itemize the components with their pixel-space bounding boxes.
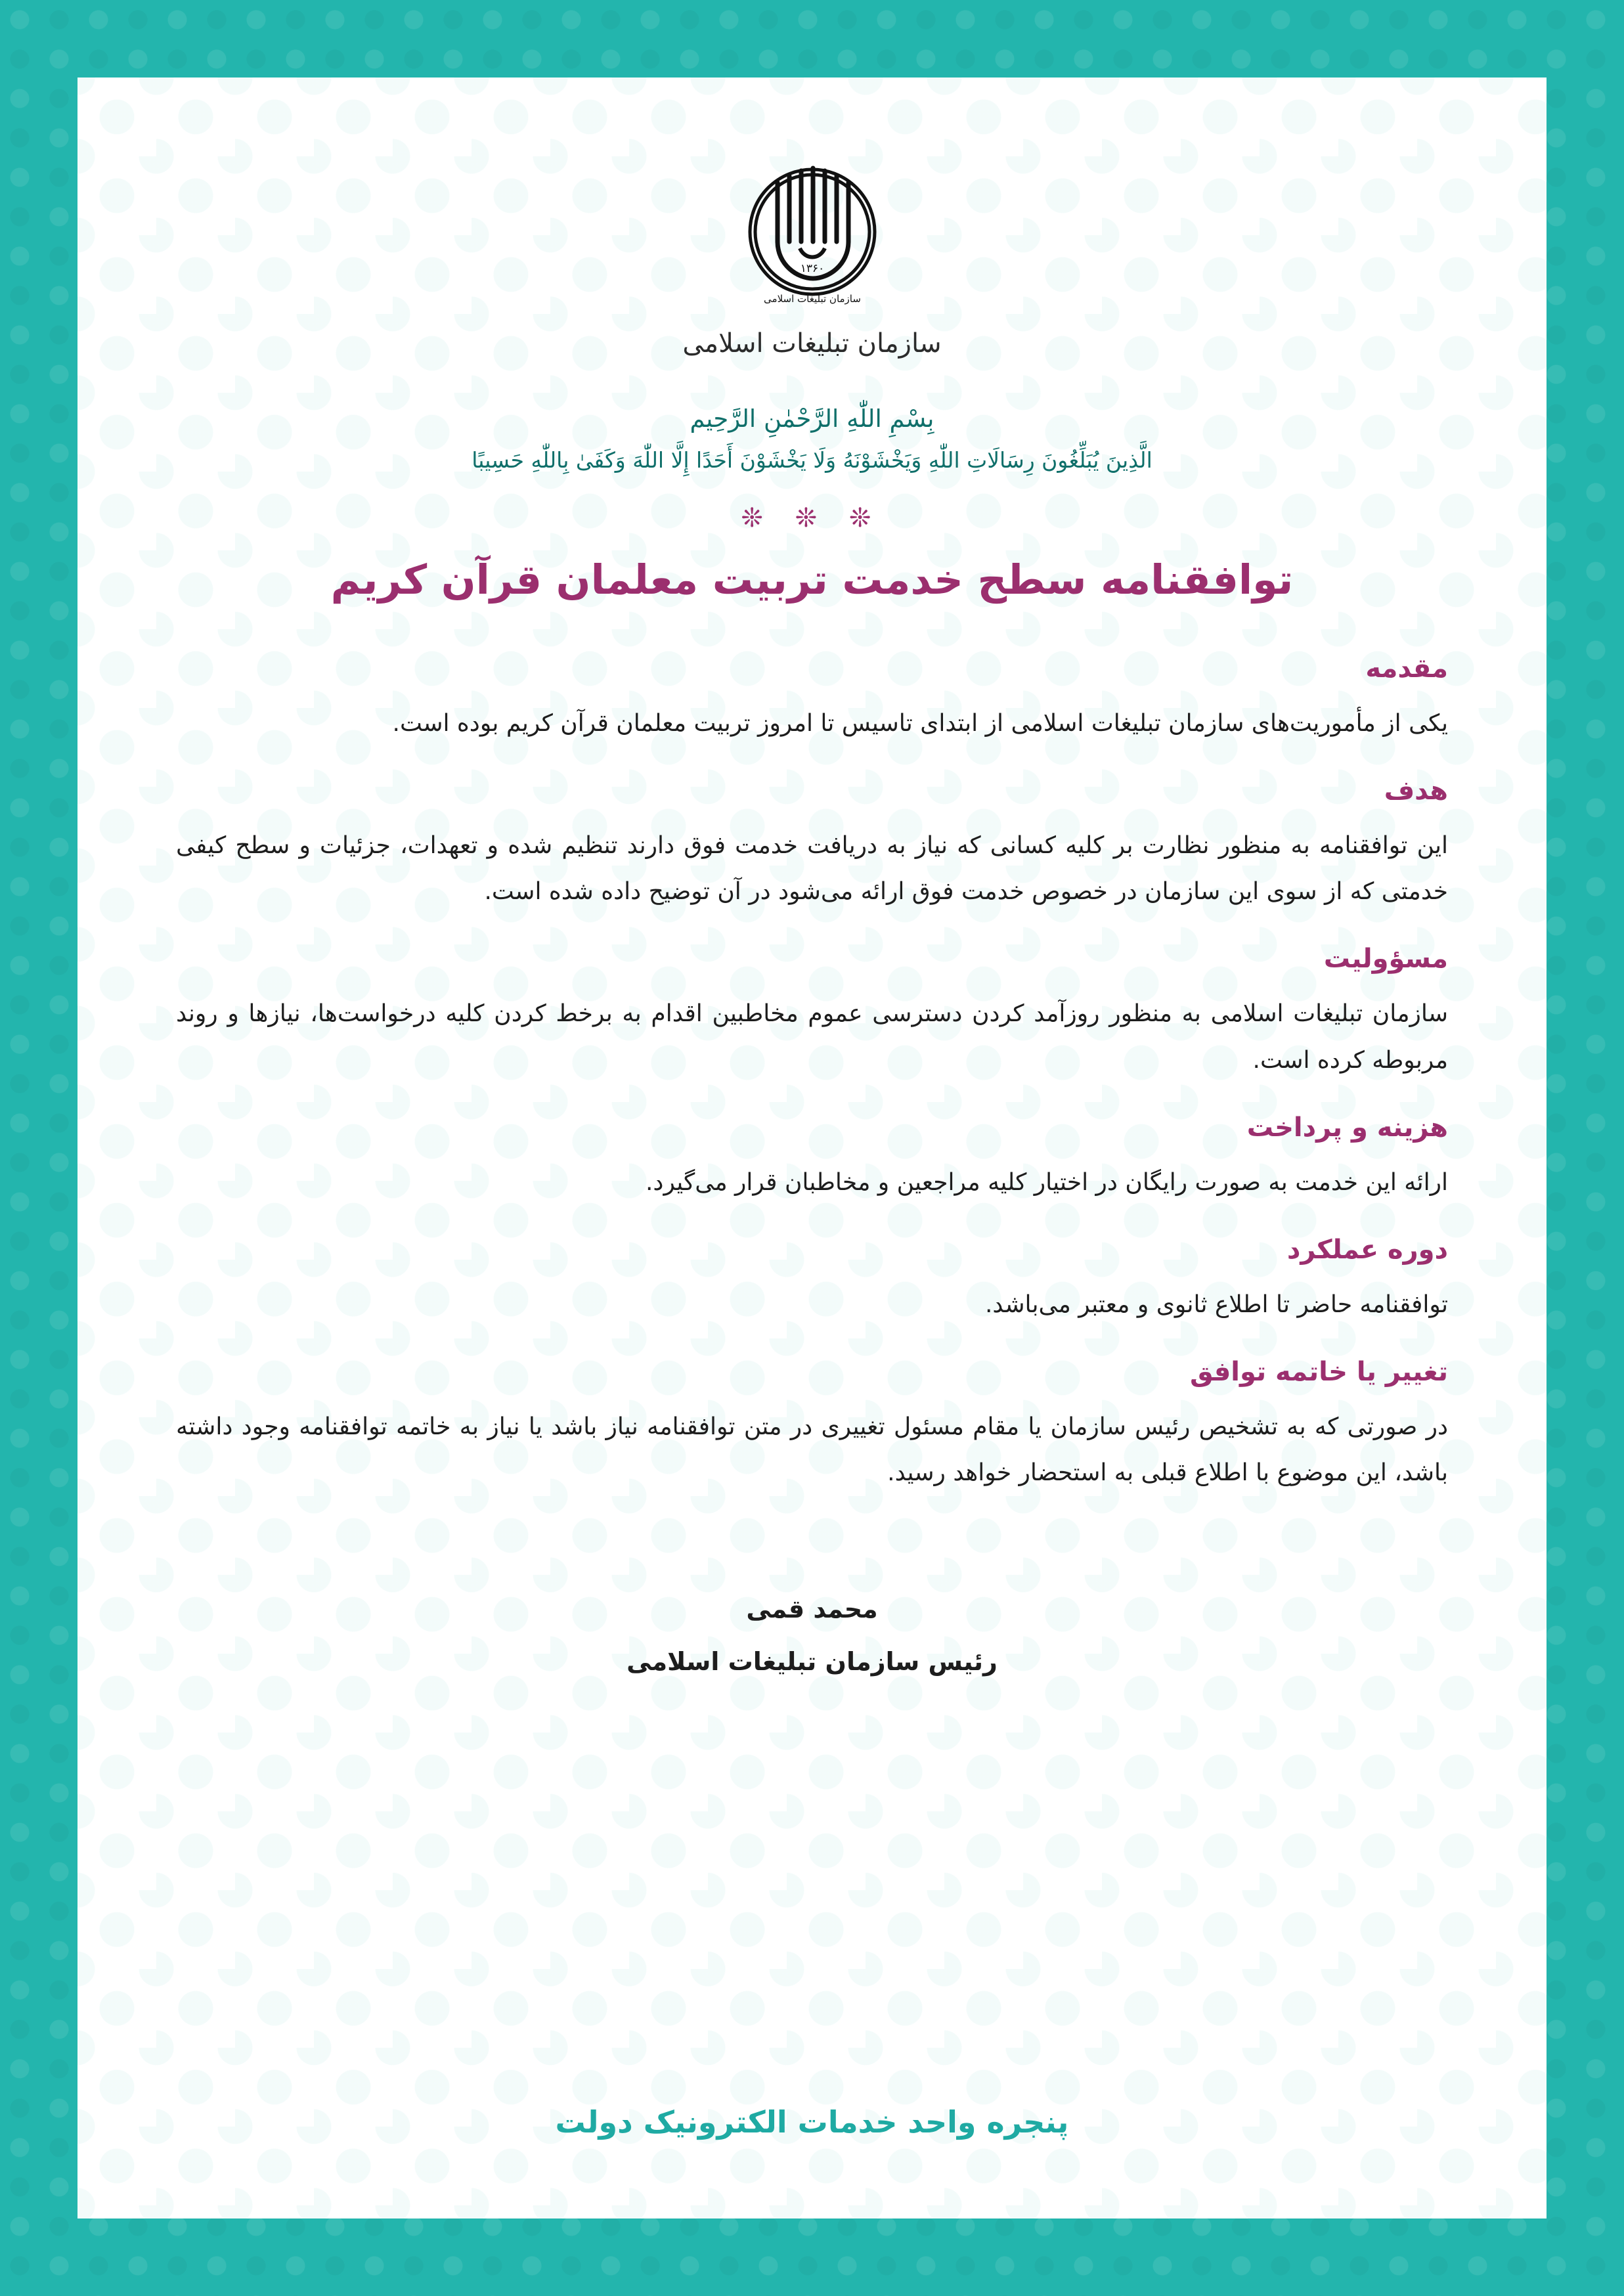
signature-block — [176, 1595, 1448, 1676]
section-heading: مسؤولیت — [1323, 944, 1448, 975]
section-body: توافقنامه حاضر تا اطلاع ثانوی و معتبر می‌باشد. — [984, 1291, 1448, 1318]
footer-text: پنجره واحد خدمات الکترونیک دولت — [555, 2104, 1069, 2140]
section-hadaf — [176, 776, 1448, 915]
section-taghir-ya-khateme — [176, 1357, 1448, 1496]
section-body: ارائه این خدمت به صورت رایگان در اختیار کلیه مراجعین و مخاطبان قرار می‌گیرد. — [645, 1168, 1448, 1196]
document-sections — [176, 653, 1448, 1497]
document-page — [77, 77, 1547, 2219]
basmala — [176, 405, 1448, 478]
section-heading: مقدمه — [1365, 653, 1448, 684]
section-body: یکی از مأموریت‌های سازمان تبلیغات اسلامی از ابتدای تاسیس تا امروز تربیت معلمان قرآن کریم بوده است. — [392, 709, 1448, 737]
organization-wordmark: سازمان تبلیغات اسلامی — [682, 328, 942, 359]
svg-text:۱۳۶۰: ۱۳۶۰ — [800, 262, 824, 275]
section-masouliat — [176, 944, 1448, 1083]
section-hazine-va-pardakht — [176, 1113, 1448, 1206]
emblem-caption: سازمان تبلیغات اسلامی — [763, 293, 861, 305]
section-heading: تغییر یا خاتمه توافق — [1190, 1357, 1448, 1388]
ornament-divider: ❊ ❊ ❊ — [741, 502, 883, 533]
section-body: در صورتی که به تشخیص رئیس سازمان یا مقام مسئول تغییری در متن توافقنامه نیاز باشد یا نیاز به خاتمه توافقنامه وجود داشته باشد، این موضوع با اطلاع قبلی به استحضار خواهد رسید. — [176, 1413, 1448, 1487]
signatory-name: محمد قمی — [746, 1595, 878, 1624]
section-heading: هدف — [1384, 775, 1448, 806]
section-body: این توافقنامه به منظور نظارت بر کلیه کسانی که نیاز به دریافت خدمت فوق دارند تنظیم شده و تعهدات، جزئیات و سطح کیفی خدمتی که از سوی این سازمان در خصوص خدمت فوق ارائه می‌شود در آن توضیح داده شده است. — [176, 831, 1448, 906]
section-moghaddame — [176, 653, 1448, 747]
page-title: توافقنامه سطح خدمت تربیت معلمان قرآن کریم — [330, 555, 1294, 604]
section-heading: هزینه و پرداخت — [1246, 1112, 1448, 1143]
signatory-role: رئیس سازمان تبلیغات اسلامی — [626, 1647, 998, 1677]
basmala-line-2: الَّذِینَ یُبَلِّغُونَ رِسَالَاتِ اللّٰهِ وَیَخْشَوْنَهُ وَلَا یَخْشَوْنَ أَحَدًا إِلَّا اللّٰهَ وَکَفَىٰ بِاللّٰهِ حَسِیبًا — [472, 447, 1152, 473]
section-body: سازمان تبلیغات اسلامی به منظور روزآمد کردن دسترسی عموم مخاطبین اقدام به برخط کردن کلیه درخواست‌ها، نیازها و روند مربوطه کرده است. — [176, 1000, 1448, 1074]
organization-logo — [176, 150, 1448, 359]
emblem-icon — [737, 150, 888, 317]
section-dore-amalkard — [176, 1235, 1448, 1328]
section-heading: دوره عملکرد — [1286, 1234, 1448, 1265]
basmala-line-1: بِسْمِ اللّٰهِ الرَّحْمٰنِ الرَّحِیم — [690, 405, 934, 433]
